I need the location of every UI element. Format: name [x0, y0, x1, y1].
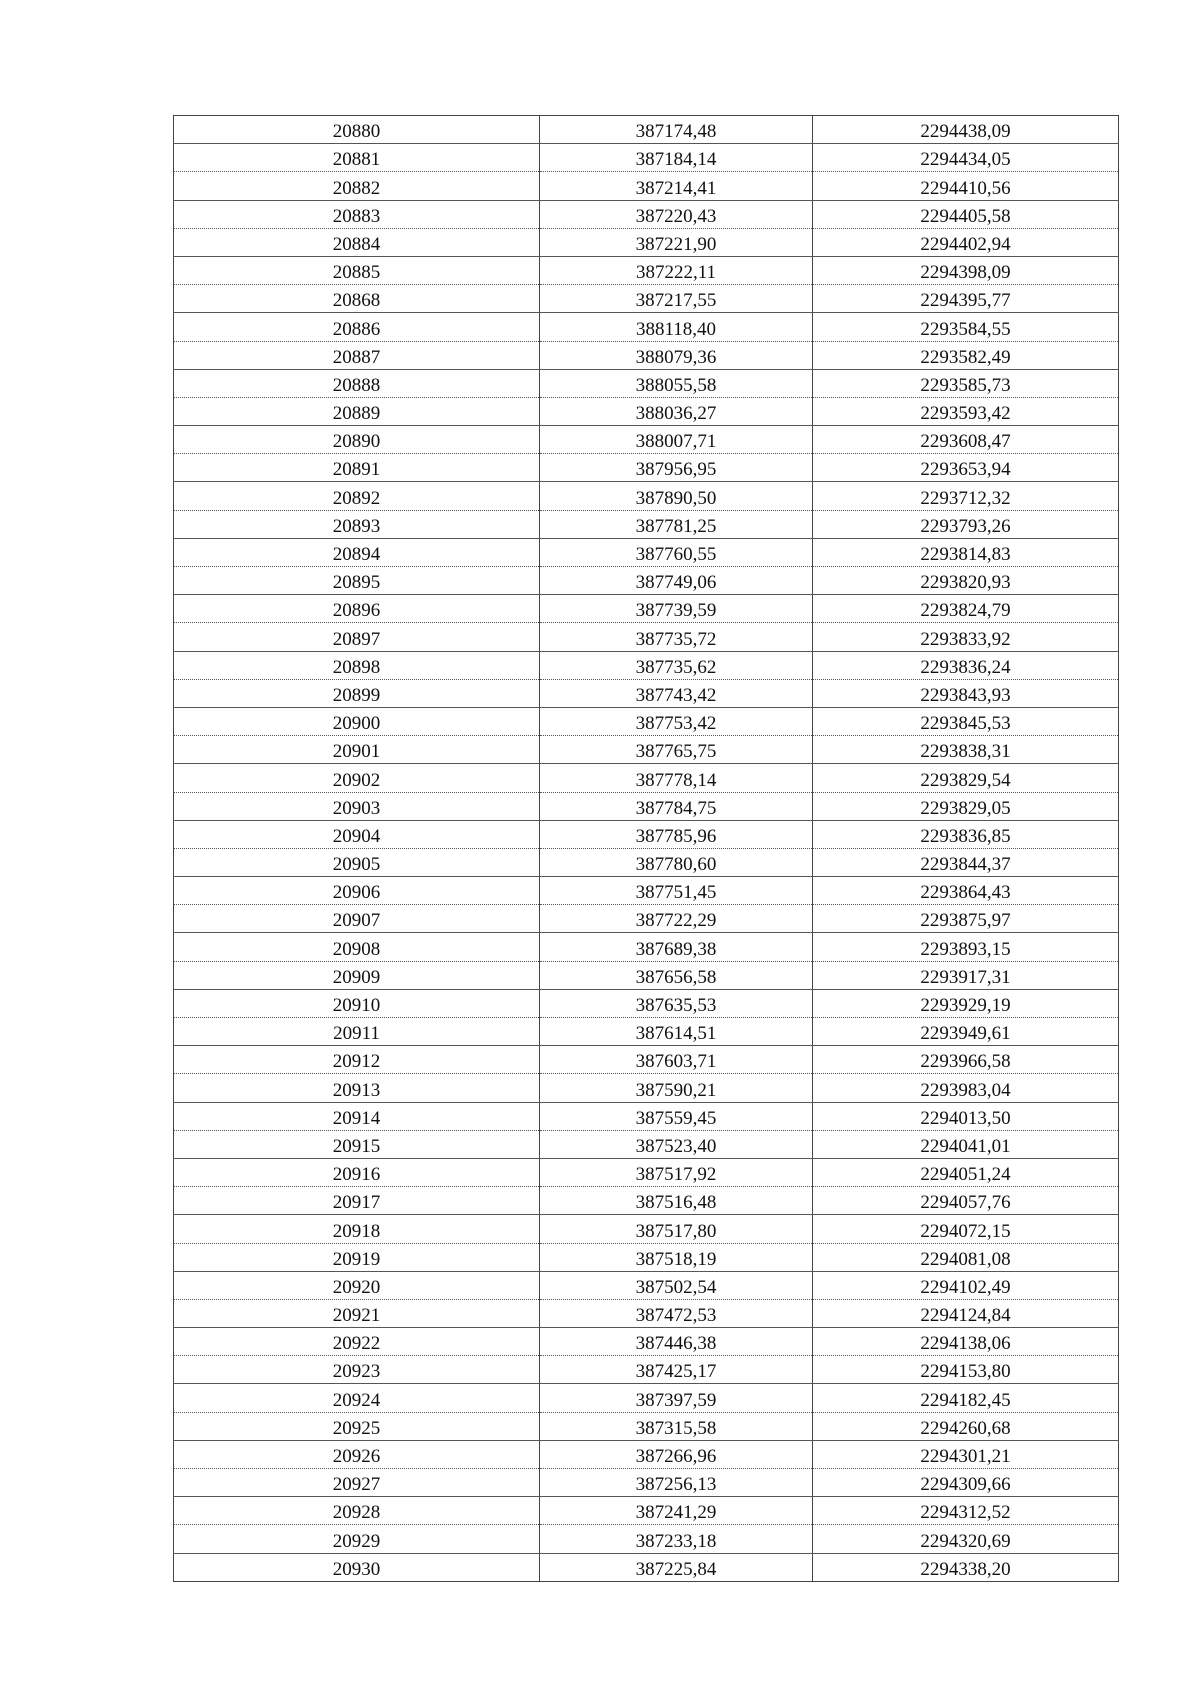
y-coordinate-cell: 2293983,04 — [813, 1074, 1119, 1102]
x-coordinate-cell: 387315,58 — [540, 1412, 813, 1440]
point-number-cell: 20894 — [174, 538, 540, 566]
x-coordinate-cell: 387614,51 — [540, 1018, 813, 1046]
table-row — [174, 567, 1119, 595]
y-coordinate-cell: 2294312,52 — [813, 1497, 1119, 1525]
table-row — [174, 285, 1119, 313]
table-row — [174, 1158, 1119, 1186]
table-row — [174, 454, 1119, 482]
table-row — [174, 1328, 1119, 1356]
y-coordinate-cell: 2294402,94 — [813, 228, 1119, 256]
y-coordinate-cell: 2294124,84 — [813, 1299, 1119, 1327]
x-coordinate-cell: 387217,55 — [540, 285, 813, 313]
x-coordinate-cell: 387523,40 — [540, 1130, 813, 1158]
y-coordinate-cell: 2293608,47 — [813, 426, 1119, 454]
table-row — [174, 1469, 1119, 1497]
point-number-cell: 20905 — [174, 848, 540, 876]
point-number-cell: 20921 — [174, 1299, 540, 1327]
table-row — [174, 1412, 1119, 1440]
table-row — [174, 820, 1119, 848]
x-coordinate-cell: 387603,71 — [540, 1046, 813, 1074]
table-row — [174, 1440, 1119, 1468]
point-number-cell: 20925 — [174, 1412, 540, 1440]
y-coordinate-cell: 2294395,77 — [813, 285, 1119, 313]
table-row — [174, 1553, 1119, 1581]
table-row — [174, 736, 1119, 764]
point-number-cell: 20915 — [174, 1130, 540, 1158]
table-row — [174, 172, 1119, 200]
table-row — [174, 1102, 1119, 1130]
x-coordinate-cell: 387590,21 — [540, 1074, 813, 1102]
x-coordinate-cell: 387174,48 — [540, 116, 813, 144]
point-number-cell: 20923 — [174, 1356, 540, 1384]
table-row — [174, 510, 1119, 538]
table-row — [174, 1187, 1119, 1215]
point-number-cell: 20914 — [174, 1102, 540, 1130]
point-number-cell: 20913 — [174, 1074, 540, 1102]
y-coordinate-cell: 2293966,58 — [813, 1046, 1119, 1074]
x-coordinate-cell: 387516,48 — [540, 1187, 813, 1215]
table-row — [174, 595, 1119, 623]
table-row — [174, 1130, 1119, 1158]
table-row — [174, 651, 1119, 679]
table-row — [174, 200, 1119, 228]
x-coordinate-cell: 387502,54 — [540, 1271, 813, 1299]
x-coordinate-cell: 387656,58 — [540, 961, 813, 989]
x-coordinate-cell: 387518,19 — [540, 1243, 813, 1271]
x-coordinate-cell: 387760,55 — [540, 538, 813, 566]
y-coordinate-cell: 2293864,43 — [813, 877, 1119, 905]
x-coordinate-cell: 387222,11 — [540, 256, 813, 284]
table-row — [174, 905, 1119, 933]
table-row — [174, 426, 1119, 454]
coordinates-table-body — [174, 116, 1119, 1582]
table-row — [174, 1384, 1119, 1412]
point-number-cell: 20910 — [174, 989, 540, 1017]
x-coordinate-cell: 387425,17 — [540, 1356, 813, 1384]
y-coordinate-cell: 2293875,97 — [813, 905, 1119, 933]
y-coordinate-cell: 2293893,15 — [813, 933, 1119, 961]
table-row — [174, 313, 1119, 341]
table-row — [174, 623, 1119, 651]
point-number-cell: 20899 — [174, 679, 540, 707]
point-number-cell: 20906 — [174, 877, 540, 905]
y-coordinate-cell: 2293824,79 — [813, 595, 1119, 623]
y-coordinate-cell: 2293820,93 — [813, 567, 1119, 595]
point-number-cell: 20888 — [174, 369, 540, 397]
x-coordinate-cell: 387233,18 — [540, 1525, 813, 1553]
point-number-cell: 20918 — [174, 1215, 540, 1243]
point-number-cell: 20901 — [174, 736, 540, 764]
point-number-cell: 20881 — [174, 144, 540, 172]
y-coordinate-cell: 2294041,01 — [813, 1130, 1119, 1158]
point-number-cell: 20924 — [174, 1384, 540, 1412]
x-coordinate-cell: 387735,72 — [540, 623, 813, 651]
point-number-cell: 20887 — [174, 341, 540, 369]
point-number-cell: 20890 — [174, 426, 540, 454]
y-coordinate-cell: 2294338,20 — [813, 1553, 1119, 1581]
x-coordinate-cell: 387256,13 — [540, 1469, 813, 1497]
y-coordinate-cell: 2294153,80 — [813, 1356, 1119, 1384]
x-coordinate-cell: 388055,58 — [540, 369, 813, 397]
table-row — [174, 1046, 1119, 1074]
y-coordinate-cell: 2293843,93 — [813, 679, 1119, 707]
point-number-cell: 20904 — [174, 820, 540, 848]
y-coordinate-cell: 2293845,53 — [813, 707, 1119, 735]
table-row — [174, 989, 1119, 1017]
x-coordinate-cell: 387784,75 — [540, 792, 813, 820]
y-coordinate-cell: 2293917,31 — [813, 961, 1119, 989]
x-coordinate-cell: 387184,14 — [540, 144, 813, 172]
x-coordinate-cell: 387517,92 — [540, 1158, 813, 1186]
table-row — [174, 116, 1119, 144]
y-coordinate-cell: 2294013,50 — [813, 1102, 1119, 1130]
x-coordinate-cell: 387446,38 — [540, 1328, 813, 1356]
table-row — [174, 764, 1119, 792]
point-number-cell: 20917 — [174, 1187, 540, 1215]
point-number-cell: 20882 — [174, 172, 540, 200]
x-coordinate-cell: 387559,45 — [540, 1102, 813, 1130]
table-row — [174, 397, 1119, 425]
point-number-cell: 20929 — [174, 1525, 540, 1553]
table-row — [174, 256, 1119, 284]
y-coordinate-cell: 2294072,15 — [813, 1215, 1119, 1243]
point-number-cell: 20886 — [174, 313, 540, 341]
point-number-cell: 20907 — [174, 905, 540, 933]
point-number-cell: 20916 — [174, 1158, 540, 1186]
y-coordinate-cell: 2294182,45 — [813, 1384, 1119, 1412]
table-row — [174, 144, 1119, 172]
y-coordinate-cell: 2294081,08 — [813, 1243, 1119, 1271]
point-number-cell: 20908 — [174, 933, 540, 961]
y-coordinate-cell: 2293814,83 — [813, 538, 1119, 566]
y-coordinate-cell: 2293844,37 — [813, 848, 1119, 876]
x-coordinate-cell: 387765,75 — [540, 736, 813, 764]
y-coordinate-cell: 2294057,76 — [813, 1187, 1119, 1215]
point-number-cell: 20911 — [174, 1018, 540, 1046]
table-row — [174, 1215, 1119, 1243]
point-number-cell: 20896 — [174, 595, 540, 623]
x-coordinate-cell: 387749,06 — [540, 567, 813, 595]
y-coordinate-cell: 2293833,92 — [813, 623, 1119, 651]
table-row — [174, 848, 1119, 876]
x-coordinate-cell: 387739,59 — [540, 595, 813, 623]
y-coordinate-cell: 2294398,09 — [813, 256, 1119, 284]
x-coordinate-cell: 388079,36 — [540, 341, 813, 369]
table-row — [174, 369, 1119, 397]
point-number-cell: 20903 — [174, 792, 540, 820]
x-coordinate-cell: 387517,80 — [540, 1215, 813, 1243]
y-coordinate-cell: 2294260,68 — [813, 1412, 1119, 1440]
y-coordinate-cell: 2294410,56 — [813, 172, 1119, 200]
x-coordinate-cell: 387472,53 — [540, 1299, 813, 1327]
y-coordinate-cell: 2293949,61 — [813, 1018, 1119, 1046]
point-number-cell: 20930 — [174, 1553, 540, 1581]
x-coordinate-cell: 387753,42 — [540, 707, 813, 735]
x-coordinate-cell: 387214,41 — [540, 172, 813, 200]
x-coordinate-cell: 387890,50 — [540, 482, 813, 510]
point-number-cell: 20926 — [174, 1440, 540, 1468]
x-coordinate-cell: 387780,60 — [540, 848, 813, 876]
point-number-cell: 20892 — [174, 482, 540, 510]
table-row — [174, 933, 1119, 961]
point-number-cell: 20920 — [174, 1271, 540, 1299]
table-row — [174, 1299, 1119, 1327]
point-number-cell: 20912 — [174, 1046, 540, 1074]
y-coordinate-cell: 2293829,54 — [813, 764, 1119, 792]
y-coordinate-cell: 2293836,85 — [813, 820, 1119, 848]
table-row — [174, 679, 1119, 707]
y-coordinate-cell: 2293582,49 — [813, 341, 1119, 369]
x-coordinate-cell: 387956,95 — [540, 454, 813, 482]
x-coordinate-cell: 388036,27 — [540, 397, 813, 425]
y-coordinate-cell: 2294102,49 — [813, 1271, 1119, 1299]
table-row — [174, 877, 1119, 905]
y-coordinate-cell: 2293793,26 — [813, 510, 1119, 538]
x-coordinate-cell: 387221,90 — [540, 228, 813, 256]
x-coordinate-cell: 387241,29 — [540, 1497, 813, 1525]
table-row — [174, 1074, 1119, 1102]
point-number-cell: 20895 — [174, 567, 540, 595]
point-number-cell: 20919 — [174, 1243, 540, 1271]
table-row — [174, 538, 1119, 566]
x-coordinate-cell: 387722,29 — [540, 905, 813, 933]
y-coordinate-cell: 2293829,05 — [813, 792, 1119, 820]
point-number-cell: 20900 — [174, 707, 540, 735]
point-number-cell: 20893 — [174, 510, 540, 538]
table-row — [174, 1271, 1119, 1299]
point-number-cell: 20898 — [174, 651, 540, 679]
table-row — [174, 707, 1119, 735]
y-coordinate-cell: 2293836,24 — [813, 651, 1119, 679]
point-number-cell: 20880 — [174, 116, 540, 144]
x-coordinate-cell: 387220,43 — [540, 200, 813, 228]
y-coordinate-cell: 2294138,06 — [813, 1328, 1119, 1356]
x-coordinate-cell: 387225,84 — [540, 1553, 813, 1581]
table-row — [174, 1018, 1119, 1046]
y-coordinate-cell: 2294301,21 — [813, 1440, 1119, 1468]
coordinates-table — [173, 115, 1119, 1582]
table-row — [174, 341, 1119, 369]
point-number-cell: 20891 — [174, 454, 540, 482]
table-row — [174, 961, 1119, 989]
table-row — [174, 1243, 1119, 1271]
x-coordinate-cell: 387778,14 — [540, 764, 813, 792]
x-coordinate-cell: 388118,40 — [540, 313, 813, 341]
point-number-cell: 20884 — [174, 228, 540, 256]
y-coordinate-cell: 2294309,66 — [813, 1469, 1119, 1497]
table-row — [174, 482, 1119, 510]
x-coordinate-cell: 387397,59 — [540, 1384, 813, 1412]
x-coordinate-cell: 387735,62 — [540, 651, 813, 679]
point-number-cell: 20922 — [174, 1328, 540, 1356]
point-number-cell: 20902 — [174, 764, 540, 792]
table-row — [174, 1525, 1119, 1553]
table-row — [174, 1356, 1119, 1384]
point-number-cell: 20885 — [174, 256, 540, 284]
table-row — [174, 228, 1119, 256]
x-coordinate-cell: 387689,38 — [540, 933, 813, 961]
y-coordinate-cell: 2293584,55 — [813, 313, 1119, 341]
point-number-cell: 20868 — [174, 285, 540, 313]
point-number-cell: 20889 — [174, 397, 540, 425]
y-coordinate-cell: 2294051,24 — [813, 1158, 1119, 1186]
x-coordinate-cell: 387635,53 — [540, 989, 813, 1017]
point-number-cell: 20909 — [174, 961, 540, 989]
y-coordinate-cell: 2294405,58 — [813, 200, 1119, 228]
y-coordinate-cell: 2293653,94 — [813, 454, 1119, 482]
y-coordinate-cell: 2293593,42 — [813, 397, 1119, 425]
y-coordinate-cell: 2293712,32 — [813, 482, 1119, 510]
y-coordinate-cell: 2293585,73 — [813, 369, 1119, 397]
point-number-cell: 20897 — [174, 623, 540, 651]
table-row — [174, 1497, 1119, 1525]
y-coordinate-cell: 2294320,69 — [813, 1525, 1119, 1553]
x-coordinate-cell: 387743,42 — [540, 679, 813, 707]
x-coordinate-cell: 388007,71 — [540, 426, 813, 454]
table-row — [174, 792, 1119, 820]
x-coordinate-cell: 387751,45 — [540, 877, 813, 905]
y-coordinate-cell: 2294438,09 — [813, 116, 1119, 144]
point-number-cell: 20927 — [174, 1469, 540, 1497]
x-coordinate-cell: 387781,25 — [540, 510, 813, 538]
y-coordinate-cell: 2294434,05 — [813, 144, 1119, 172]
y-coordinate-cell: 2293929,19 — [813, 989, 1119, 1017]
point-number-cell: 20883 — [174, 200, 540, 228]
point-number-cell: 20928 — [174, 1497, 540, 1525]
x-coordinate-cell: 387266,96 — [540, 1440, 813, 1468]
y-coordinate-cell: 2293838,31 — [813, 736, 1119, 764]
x-coordinate-cell: 387785,96 — [540, 820, 813, 848]
